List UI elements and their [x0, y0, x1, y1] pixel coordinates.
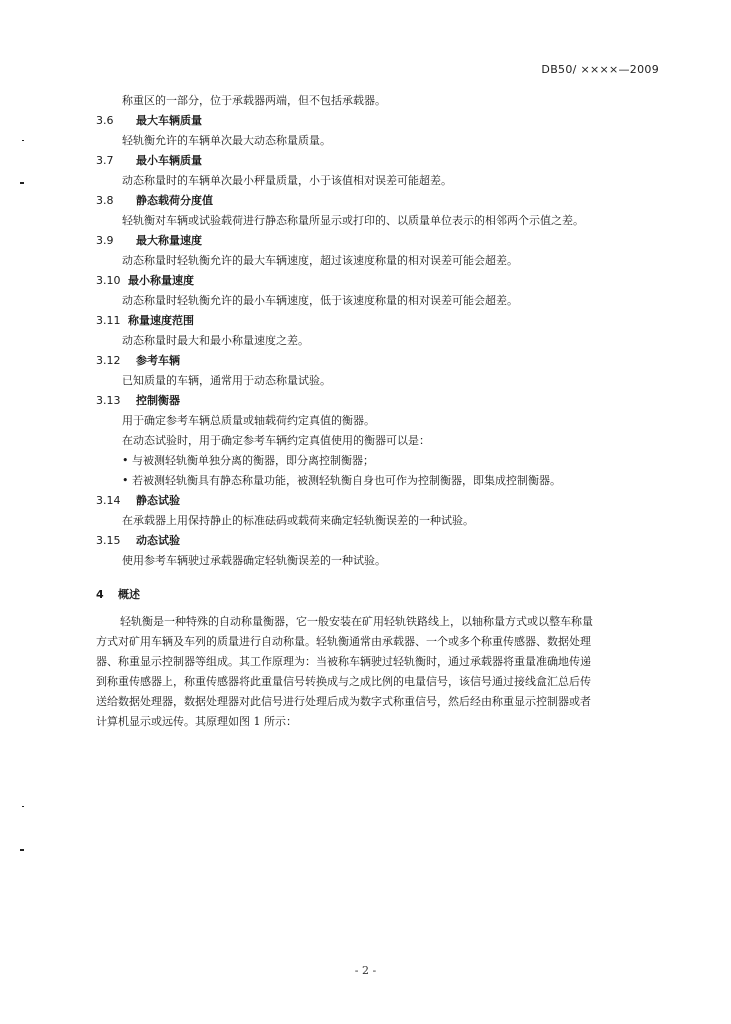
- term-number: 3.14: [96, 494, 121, 507]
- term-definition: 动态称量时轻轨衡允许的最小车辆速度，低于该速度称量的相对误差可能会超差。: [122, 294, 518, 307]
- term-definition: 动态称量时轻轨衡允许的最大车辆速度，超过该速度称量的相对误差可能会超差。: [122, 254, 518, 267]
- overview-paragraph: [96, 612, 666, 732]
- term-title: 称量速度范围: [128, 314, 194, 327]
- term-number: 3.10: [96, 274, 121, 287]
- term-heading: [96, 354, 666, 374]
- term-heading: [96, 154, 666, 174]
- term-number: 3.15: [96, 534, 121, 547]
- document-number: DB50/ ××××—2009: [541, 63, 659, 76]
- term-definition: 已知质量的车辆，通常用于动态称量试验。: [122, 374, 331, 387]
- term-heading: [96, 194, 666, 214]
- term-title: 参考车辆: [136, 354, 180, 367]
- section-heading: [96, 586, 666, 612]
- term-definition: 动态称量时的车辆单次最小秤量质量，小于该值相对误差可能超差。: [122, 174, 452, 187]
- term-title: 最大车辆质量: [136, 114, 202, 127]
- term-title: 最小车辆质量: [136, 154, 202, 167]
- term-heading: [96, 274, 666, 294]
- term-heading: [96, 234, 666, 254]
- term-number: 3.8: [96, 194, 114, 207]
- margin-mark: [20, 849, 24, 851]
- term-title: 最小称量速度: [128, 274, 194, 287]
- term-title: 静态载荷分度值: [136, 194, 213, 207]
- term-heading: [96, 394, 666, 414]
- term-number: 3.7: [96, 154, 114, 167]
- term-heading: [96, 314, 666, 334]
- term-number: 3.6: [96, 114, 114, 127]
- term-title: 控制衡器: [136, 394, 180, 407]
- term-definition: 在承载器上用保持静止的标准砝码或载荷来确定轻轨衡误差的一种试验。: [122, 514, 474, 527]
- paragraph-line: 送给数据处理器，数据处理器对此信号进行处理后成为数字式称重信号，然后经由称重显示控制器或者: [96, 695, 591, 708]
- section-title: 概述: [118, 588, 140, 601]
- paragraph-line: 计算机显示或远传。其原理如图 1 所示：: [96, 715, 297, 728]
- term-title: 静态试验: [136, 494, 180, 507]
- section-number: 4: [96, 588, 104, 601]
- term-heading: [96, 494, 666, 514]
- term-definition: 使用参考车辆驶过承载器确定轻轨衡误差的一种试验。: [122, 554, 386, 567]
- term-number: 3.11: [96, 314, 121, 327]
- term-title: 最大称量速度: [136, 234, 202, 247]
- term-title: 动态试验: [136, 534, 180, 547]
- term-definition: 轻轨衡对车辆或试验载荷进行静态称量所显示或打印的、以质量单位表示的相邻两个示值之差。: [122, 214, 584, 227]
- paragraph-line: 到称重传感器上，称重传感器将此重量信号转换成与之成比例的电量信号，该信号通过接线盒汇总后传: [96, 675, 591, 688]
- term-definition: 轻轨衡允许的车辆单次最大动态称量质量。: [122, 134, 331, 147]
- term-number: 3.12: [96, 354, 121, 367]
- paragraph-line: 轻轨衡是一种特殊的自动称量衡器，它一般安装在矿用轻轨铁路线上，以轴称量方式或以整车称量: [120, 615, 593, 628]
- term-definition: 动态称量时最大和最小称量速度之差。: [122, 334, 309, 347]
- bullet-item: • 与被测轻轨衡单独分离的衡器，即分离控制衡器；: [122, 454, 374, 467]
- term-number: 3.13: [96, 394, 121, 407]
- document-body: [96, 96, 666, 732]
- margin-mark: [20, 182, 24, 184]
- term-heading: [96, 114, 666, 134]
- margin-mark: [22, 806, 24, 807]
- paragraph-line: 方式对矿用车辆及车列的质量进行自动称量。轻轨衡通常由承载器、一个或多个称重传感器、数据处理: [96, 635, 591, 648]
- definition-continuation: 称重区的一部分，位于承载器两端，但不包括承载器。: [122, 94, 386, 107]
- page-number: - 2 -: [354, 964, 377, 977]
- term-heading: [96, 534, 666, 554]
- margin-mark: [22, 140, 24, 141]
- term-definition: 用于确定参考车辆总质量或轴载荷约定真值的衡器。: [122, 414, 375, 427]
- paragraph-line: 器、称重显示控制器等组成。其工作原理为：当被称车辆驶过轻轨衡时，通过承载器将重量准确地传递: [96, 655, 591, 668]
- term-number: 3.9: [96, 234, 114, 247]
- bullet-item: • 若被测轻轨衡具有静态称量功能，被测轻轨衡自身也可作为控制衡器，即集成控制衡器。: [122, 474, 561, 487]
- term-definition-extra: 在动态试验时，用于确定参考车辆约定真值使用的衡器可以是：: [122, 434, 430, 447]
